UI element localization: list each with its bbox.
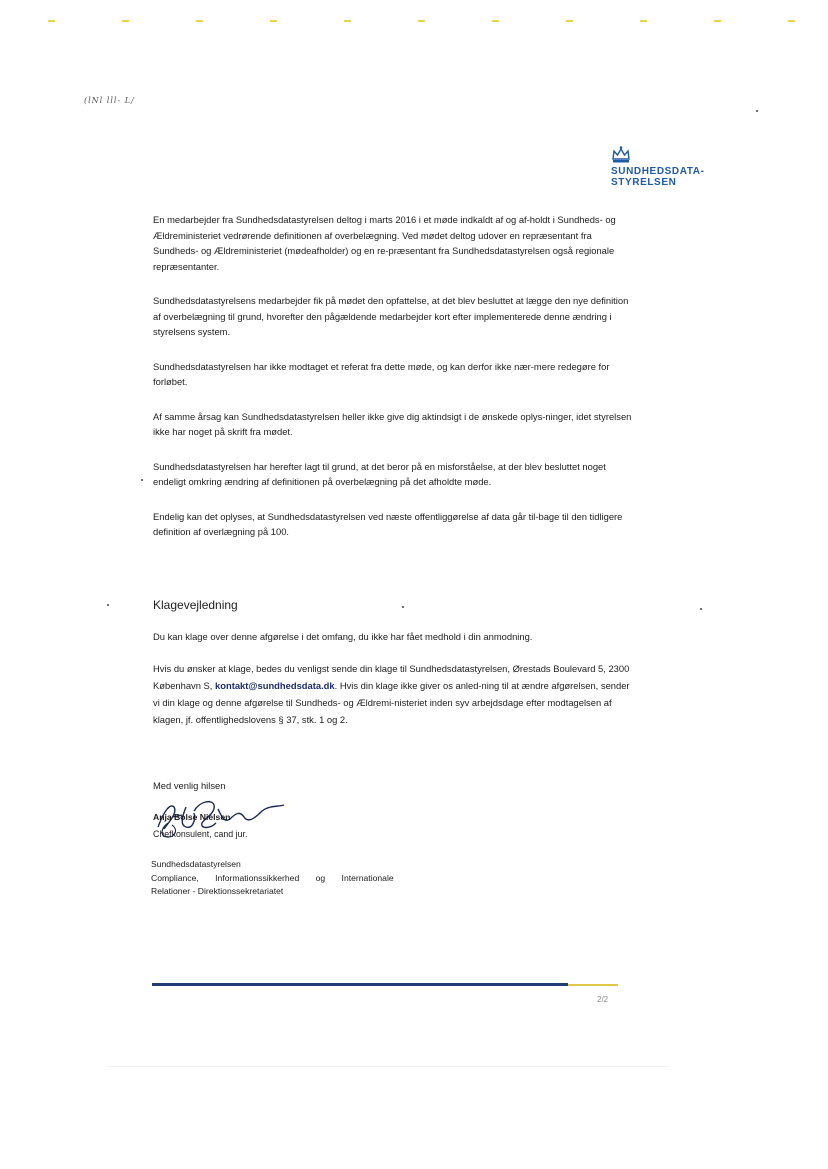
footer-accent-rule xyxy=(568,984,618,986)
paragraph: Sundhedsdatastyrelsens medarbejder fik på mødet den opfattelse, at det blev besluttet at lægge den nye definition af overbelægning til grund, hvorefter den pågældende medarbejder kort efter implementerede denne ændring i styrelsens system. xyxy=(153,295,629,337)
scan-mark xyxy=(418,20,425,22)
complaint-intro: Du kan klage over denne afgørelse i det omfang, du ikke har fået medhold i din anmodning. xyxy=(153,631,533,642)
complaint-heading: Klagevejledning xyxy=(153,598,238,612)
complaint-text-before: Hvis du ønsker at klage, bedes du venligst sende din klage til Sundhedsdatastyrelsen, Ørestads Boulevard 5, 2300 København S, xyxy=(153,663,630,691)
paragraph: Sundhedsdatastyrelsen har herefter lagt til grund, at det beror på en misforståelse, at der blev besluttet noget endeligt omkring ændring af definitionen på overbelægning på det afholdte møde. xyxy=(153,460,606,487)
handwritten-note: (lNl lll- L/ xyxy=(84,96,135,105)
complaint-section xyxy=(153,628,633,747)
scan-mark xyxy=(640,20,647,22)
closing-greeting: Med venlig hilsen xyxy=(153,780,226,791)
crown-icon xyxy=(611,146,631,164)
scan-mark xyxy=(788,20,795,22)
scan-speck xyxy=(700,608,702,610)
complaint-text xyxy=(153,660,633,728)
scan-line xyxy=(108,1066,668,1067)
logo-line-2: STYRELSEN xyxy=(611,177,677,188)
scan-mark xyxy=(196,20,203,22)
logo-line-1: SUNDHEDSDATA- xyxy=(611,166,705,177)
scan-mark xyxy=(566,20,573,22)
scan-mark xyxy=(492,20,499,22)
paragraph: Endelig kan det oplyses, at Sundhedsdatastyrelsen ved næste offentliggørelse af data går til-bage til den tidligere definition af overlægning på 100. xyxy=(153,510,623,537)
scan-mark xyxy=(270,20,277,22)
scan-mark xyxy=(122,20,129,22)
email-link[interactable]: kontakt@sundhedsdata.dk xyxy=(215,680,335,691)
scan-speck xyxy=(402,606,404,608)
paragraph: Sundhedsdatastyrelsen har ikke modtaget et referat fra dette møde, og kan derfor ikke nær-mere redegøre for forløbet. xyxy=(153,360,610,387)
scan-mark xyxy=(344,20,351,22)
org-line: Compliance, Informationssikkerhed og Internationale xyxy=(151,872,394,883)
organization-block xyxy=(151,858,394,899)
logo-wordmark xyxy=(611,166,705,188)
paragraph: En medarbejder fra Sundhedsdatastyrelsen deltog i marts 2016 i et møde indkaldt af og af-holdt i Sundheds- og Ældreministeriet vedrørende definitionen af overbelægning. Ved mødet deltog udover en repræsentant fra Sundheds- og Ældreministeriet (mødeafholder) og en re-præsentant fra Sundhedsdatastyrelsen også regionale repræsentanter. xyxy=(153,214,616,272)
scan-speck xyxy=(141,479,143,481)
signer-title: Chefkonsulent, cand jur. xyxy=(153,829,248,839)
scan-speck xyxy=(107,604,109,606)
paragraph: Af samme årsag kan Sundhedsdatastyrelsen heller ikke give dig aktindsigt i de ønskede oplys-ninger, idet styrelsen ikke har noget på skrift fra mødet. xyxy=(153,410,632,437)
org-line: Relationer - Direktionssekretariatet xyxy=(151,886,284,896)
org-line: Sundhedsdatastyrelsen xyxy=(151,859,241,869)
page-number: 2/2 xyxy=(597,995,609,1004)
scan-mark xyxy=(714,20,721,22)
scan-speck xyxy=(756,110,758,112)
signer-name: Anja Bolse Nielsen xyxy=(153,812,231,822)
scan-mark xyxy=(48,20,55,22)
letter-body xyxy=(153,212,633,559)
footer-rule xyxy=(152,983,568,986)
complaint-text-after: . Hvis din klage ikke giver os anled-ning til at ændre afgørelsen, sender vi din klage og denne afgørelse til Sundheds- og Ældremi-nisteriet inden syv arbejdsdage efter modtagelsen af klagen, jf. offentlighedslovens § 37, stk. 1 og 2. xyxy=(153,680,630,725)
